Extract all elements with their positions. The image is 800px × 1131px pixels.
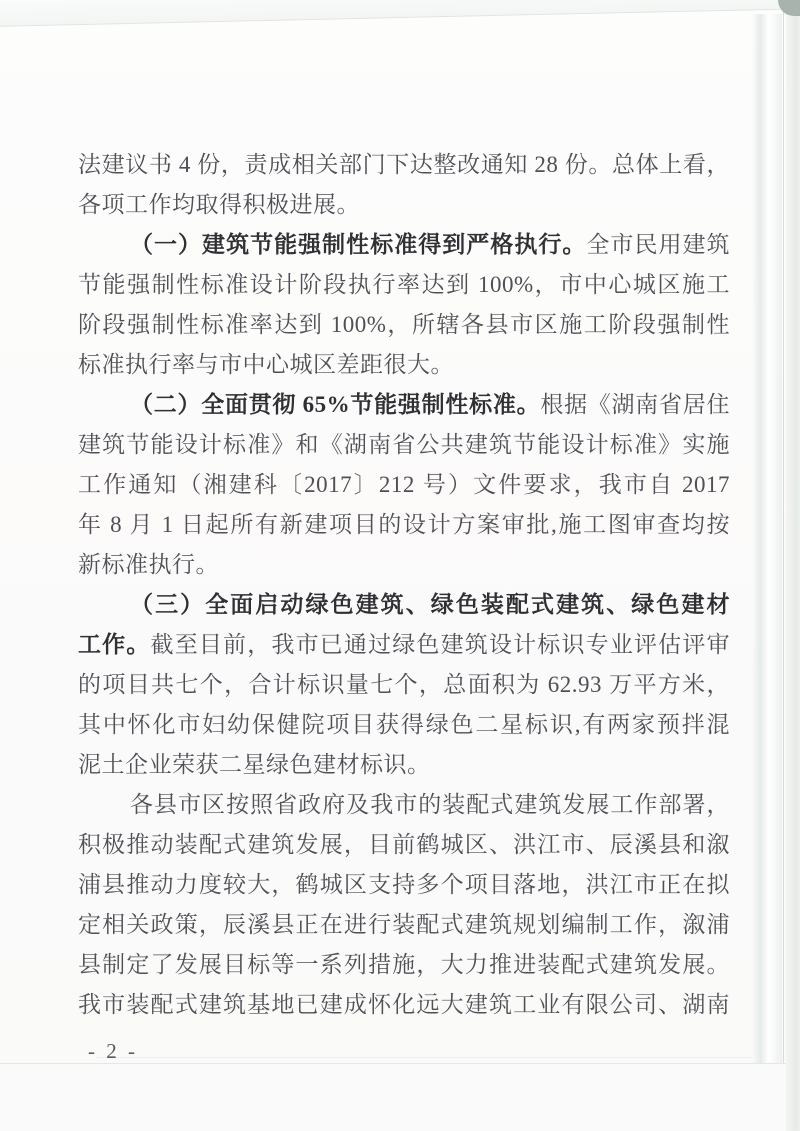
text-line: [78, 705, 730, 745]
body-text: 建筑节能设计标准》和《湖南省公共建筑节能设计标准》实施: [78, 432, 730, 457]
text-line: [78, 345, 730, 385]
body-text: 新标准执行。: [78, 552, 219, 577]
text-line: [78, 745, 730, 785]
text-line: [78, 985, 730, 1025]
body-text: 泥土企业荣获二星绿色建材标识。: [78, 752, 431, 777]
text-line-heading-3: [78, 585, 730, 625]
heading-text: 工作。: [78, 632, 151, 657]
heading-text: （三）全面启动绿色建筑、绿色装配式建筑、绿色建材: [130, 592, 730, 617]
body-text: 定相关政策，辰溪县正在进行装配式建筑规划编制工作，溆浦: [78, 912, 730, 937]
text-line: [78, 865, 730, 905]
body-text: 其中怀化市妇幼保健院项目获得绿色二星标识,有两家预拌混: [78, 712, 730, 737]
text-line: [78, 545, 730, 585]
page-number: - 2 -: [88, 1039, 138, 1063]
text-line: [78, 265, 730, 305]
text-line: [78, 785, 730, 825]
body-text: 积极推动装配式建筑发展，目前鹤城区、洪江市、辰溪县和溆: [78, 832, 730, 857]
body-text: 我市装配式建筑基地已建成怀化远大建筑工业有限公司、湖南: [78, 992, 730, 1017]
body-text: 标准执行率与市中心城区差距很大。: [78, 352, 454, 377]
body-text: 工作通知（湘建科〔2017〕212 号）文件要求，我市自 2017: [78, 472, 730, 497]
body-text: 截至目前，我市已通过绿色建筑设计标识专业评估评审: [150, 632, 730, 657]
page-fold-right: [752, 14, 782, 1131]
text-line: [78, 665, 730, 705]
text-line: [78, 945, 730, 985]
body-text: 全市民用建筑: [586, 232, 730, 257]
heading-text: （一）建筑节能强制性标准得到严格执行。: [130, 232, 587, 257]
text-line: [78, 305, 730, 345]
text-line: [78, 185, 730, 225]
body-text: 法建议书 4 份，责成相关部门下达整改通知 28 份。总体上看，: [78, 152, 730, 177]
text-line: [78, 625, 730, 665]
text-line: [78, 905, 730, 945]
text-line: [78, 825, 730, 865]
footer-rule: [96, 1057, 752, 1058]
body-text: 浦县推动力度较大，鹤城区支持多个项目落地，洪江市正在拟: [78, 872, 730, 897]
body-text: 县制定了发展目标等一系列措施，大力推进装配式建筑发展。: [78, 952, 730, 977]
text-line: [78, 425, 730, 465]
body-text: 各县市区按照省政府及我市的装配式建筑发展工作部署，: [130, 792, 730, 817]
scan-bottom-margin: [0, 1064, 786, 1131]
text-line: [78, 505, 730, 545]
body-text: 各项工作均取得积极进展。: [78, 192, 360, 217]
body-text: 根据《湖南省居住: [540, 392, 730, 417]
heading-text: （二）全面贯彻 65%节能强制性标准。: [130, 392, 541, 417]
text-line: [78, 465, 730, 505]
body-text: 的项目共七个，合计标识量七个，总面积为 62.93 万平方米，: [78, 672, 730, 697]
body-text: 年 8 月 1 日起所有新建项目的设计方案审批,施工图审查均按: [78, 512, 730, 537]
body-text: 节能强制性标准设计阶段执行率达到 100%，市中心城区施工: [78, 272, 730, 297]
body-text: 阶段强制性标准率达到 100%，所辖各县市区施工阶段强制性: [78, 312, 730, 337]
text-line-heading-2: [78, 385, 730, 425]
page-right-edge-line: [783, 4, 784, 1131]
text-line-heading-1: [78, 225, 730, 265]
document-body: [78, 145, 730, 1025]
scan-right-margin: [786, 0, 800, 1131]
text-line: [78, 145, 730, 185]
